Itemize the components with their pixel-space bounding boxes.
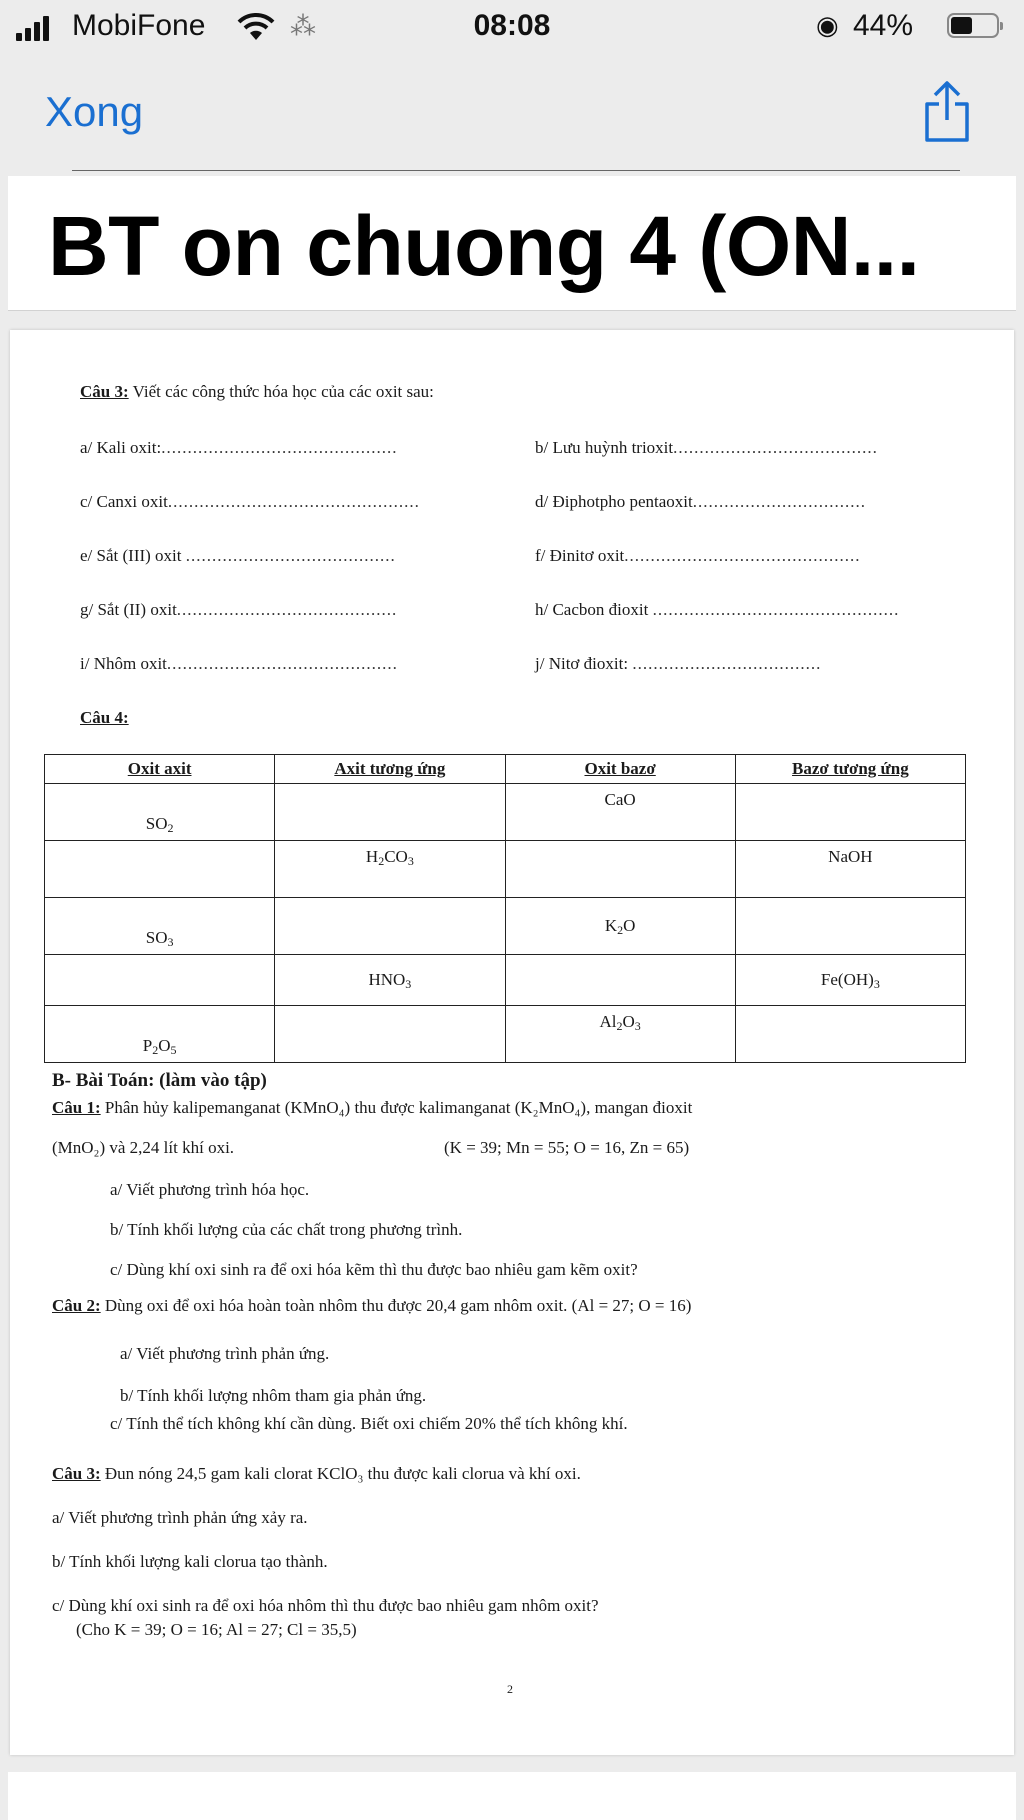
- q2-part-b: b/ Tính khối lượng nhôm tham gia phản ứng.: [120, 1386, 427, 1405]
- table-cell: SO2: [45, 784, 275, 841]
- table-cell: P2O5: [45, 1006, 275, 1063]
- cau4-heading: Câu 4:: [80, 708, 129, 727]
- q2-line1: Câu 2: Dùng oxi để oxi hóa hoàn toàn nhôm thu được 20,4 gam nhôm oxit. (Al = 27; O = 16): [52, 1296, 692, 1315]
- table-cell: [275, 1006, 505, 1063]
- table-row: [45, 1006, 966, 1063]
- table-cell: [45, 955, 275, 1006]
- cau3-item-h: h/ Cacbon đioxit ...............................................: [535, 600, 900, 619]
- table-row: [45, 784, 966, 841]
- table-row: [45, 898, 966, 955]
- q1-constants: (K = 39; Mn = 55; O = 16, Zn = 65): [444, 1138, 690, 1157]
- table-header-row: [45, 755, 966, 784]
- cau3-item-j: j/ Nitơ đioxit: ....................................: [535, 654, 822, 673]
- cau3-item-g: g/ Sắt (II) oxit..........................................: [80, 600, 398, 619]
- q1-line1: Câu 1: Phân hủy kalipemanganat (KMnO₄) thu được kalimanganat (K₂MnO₄), mangan đioxit: [52, 1098, 693, 1117]
- oxide-table: [44, 754, 966, 1063]
- next-page-card: [8, 1772, 1016, 1820]
- document-title: BT on chuong 4 (ON...: [48, 199, 920, 293]
- q3-line1: Câu 3: Đun nóng 24,5 gam kali clorat KClO₃ thu được kali clorua và khí oxi.: [52, 1464, 581, 1483]
- nav-divider: [72, 170, 960, 171]
- cau3-item-b: b/ Lưu huỳnh trioxit.......................................: [535, 438, 878, 457]
- cau3-item-i: i/ Nhôm oxit............................................: [80, 654, 398, 673]
- table-row: [45, 955, 966, 1006]
- status-bar: [0, 0, 1024, 58]
- q1-part-c: c/ Dùng khí oxi sinh ra để oxi hóa kẽm thì thu được bao nhiêu gam kẽm oxit?: [110, 1260, 638, 1279]
- cau3-item-e: e/ Sắt (III) oxit ........................................: [80, 546, 396, 565]
- table-cell: [505, 841, 735, 898]
- table-cell: SO3: [45, 898, 275, 955]
- table-header-cell: Oxit axit: [45, 755, 275, 784]
- q3-part-c: c/ Dùng khí oxi sinh ra để oxi hóa nhôm thì thu được bao nhiêu gam nhôm oxit?: [52, 1596, 599, 1615]
- table-cell: Al2O3: [505, 1006, 735, 1063]
- cau3-item-c: c/ Canxi oxit................................................: [80, 492, 420, 511]
- orientation-lock-icon: ◉: [816, 10, 839, 40]
- table-header-cell: Bazơ tương ứng: [735, 755, 965, 784]
- table-header-cell: Oxit bazơ: [505, 755, 735, 784]
- battery-percent: 44%: [853, 9, 914, 42]
- battery-icon: [947, 13, 999, 38]
- cau3-item-f: f/ Đinitơ oxit.............................................: [535, 546, 861, 565]
- q3-constants: (Cho K = 39; O = 16; Al = 27; Cl = 35,5): [76, 1620, 357, 1639]
- table-cell: HNO3: [275, 955, 505, 1006]
- cau3-item-d: d/ Điphotpho pentaoxit.................................: [535, 492, 866, 511]
- table-cell: [735, 784, 965, 841]
- document-title-card: [8, 176, 1016, 311]
- table-cell: CaO: [505, 784, 735, 841]
- table-cell: K2O: [505, 898, 735, 955]
- table-cell: [735, 898, 965, 955]
- done-button[interactable]: Xong: [45, 88, 144, 135]
- activity-spinner-icon: ⁂: [290, 11, 316, 41]
- q1-part-b: b/ Tính khối lượng của các chất trong phương trình.: [110, 1220, 463, 1239]
- q3-part-a: a/ Viết phương trình phản ứng xảy ra.: [52, 1508, 308, 1527]
- status-time: 08:08: [473, 9, 551, 42]
- part-b-heading: B- Bài Toán: (làm vào tập): [52, 1070, 267, 1091]
- table-cell: [45, 841, 275, 898]
- table-cell: NaOH: [735, 841, 965, 898]
- table-cell: [275, 898, 505, 955]
- carrier-name: MobiFone: [72, 9, 206, 42]
- q2-part-c: c/ Tính thể tích không khí cần dùng. Biết oxi chiếm 20% thể tích không khí.: [110, 1414, 628, 1433]
- q2-part-a: a/ Viết phương trình phản ứng.: [120, 1344, 330, 1363]
- cau3-item-a: a/ Kali oxit:.............................................: [80, 438, 398, 457]
- q1-part-a: a/ Viết phương trình hóa học.: [110, 1180, 310, 1199]
- table-cell: Fe(OH)3: [735, 955, 965, 1006]
- q1-line2: (MnO₂) và 2,24 lít khí oxi.: [52, 1138, 235, 1157]
- table-cell: [275, 784, 505, 841]
- share-icon[interactable]: [922, 80, 972, 144]
- table-cell: [735, 1006, 965, 1063]
- q3-part-b: b/ Tính khối lượng kali clorua tạo thành.: [52, 1552, 328, 1571]
- cau3-heading: Câu 3: Viết các công thức hóa học của các oxit sau:: [80, 382, 434, 401]
- table-cell: H2CO3: [275, 841, 505, 898]
- table-row: [45, 841, 966, 898]
- table-header-cell: Axit tương ứng: [275, 755, 505, 784]
- nav-bar: [0, 58, 1024, 170]
- page-number: 2: [507, 1682, 513, 1696]
- table-cell: [505, 955, 735, 1006]
- document-page[interactable]: [10, 330, 1014, 1755]
